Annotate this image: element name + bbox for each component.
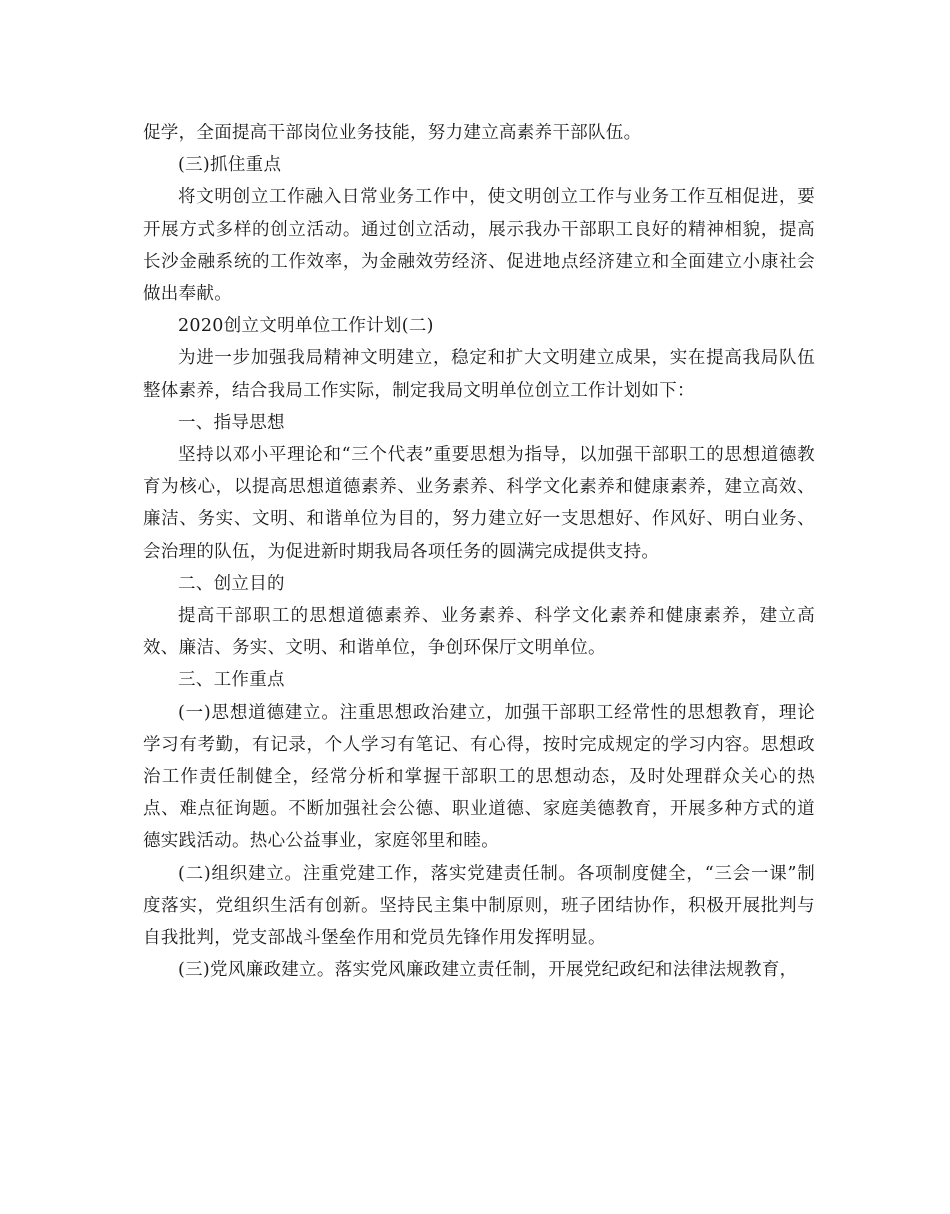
paragraph-5: 为进一步加强我局精神文明建立，稳定和扩大文明建立成果，实在提高我局队伍整体素养，结合我局工作实际，制定我局文明单位创立工作计划如下： [143,348,815,401]
section-title-plan-two: 2020创立文明单位工作计划(二) [178,316,434,337]
paragraph-9: 提高干部职工的思想道德素养、业务素养、科学文化素养和健康素养，建立高效、廉洁、务实、文明、和谐单位，争创环保厅文明单位。 [143,606,815,659]
heading-establishment-purpose: 二、创立目的 [178,573,285,594]
paragraph-11: (一)思想道德建立。注重思想政治建立，加强干部职工经常性的思想教育，理论学习有考勤，有记录，个人学习有笔记、有心得，按时完成规定的学习内容。思想政治工作责任制健全，经常分析和掌握干部职工的思想动态，及时处理群众关心的热点、难点征询题。不断加强社会公德、职业道德、家庭美德教育，开展多种方式的道德实践活动。热心公益事业，家庭邻里和睦。 [143,702,815,852]
heading-guiding-ideology: 一、指导思想 [178,412,285,433]
paragraph-1: 促学，全面提高干部岗位业务技能，努力建立高素养干部队伍。 [143,123,642,143]
paragraph-12: (二)组织建立。注重党建工作，落实党建责任制。各项制度健全，“三会一课”制度落实，党组织生活有创新。坚持民主集中制原则，班子团结协作，积极开展批判与自我批判，党支部战斗堡垒作用和党员先锋作用发挥明显。 [143,863,815,949]
paragraph-7: 坚持以邓小平理论和“三个代表”重要思想为指导，以加强干部职工的思想道德教育为核心，以提高思想道德素养、业务素养、科学文化素养和健康素养，建立高效、廉洁、务实、文明、和谐单位为目的，努力建立好一支思想好、作风好、明白业务、会治理的队伍，为促进新时期我局各项任务的圆满完成提供支持。 [143,445,815,562]
paragraph-3: 将文明创立工作融入日常业务工作中，使文明创立工作与业务工作互相促进，要开展方式多样的创立活动。通过创立活动，展示我办干部职工良好的精神相貌，提高长沙金融系统的工作效率，为金融效劳经济、促进地点经济建立和全面建立小康社会做出奉献。 [143,187,815,305]
heading-grasp-key-points: (三)抓住重点 [178,155,282,176]
heading-work-focus: 三、工作重点 [178,670,285,691]
document-body [143,117,815,986]
paragraph-13: (三)党风廉政建立。落实党风廉政建立责任制，开展党纪政纪和法律法规教育， [178,960,798,981]
